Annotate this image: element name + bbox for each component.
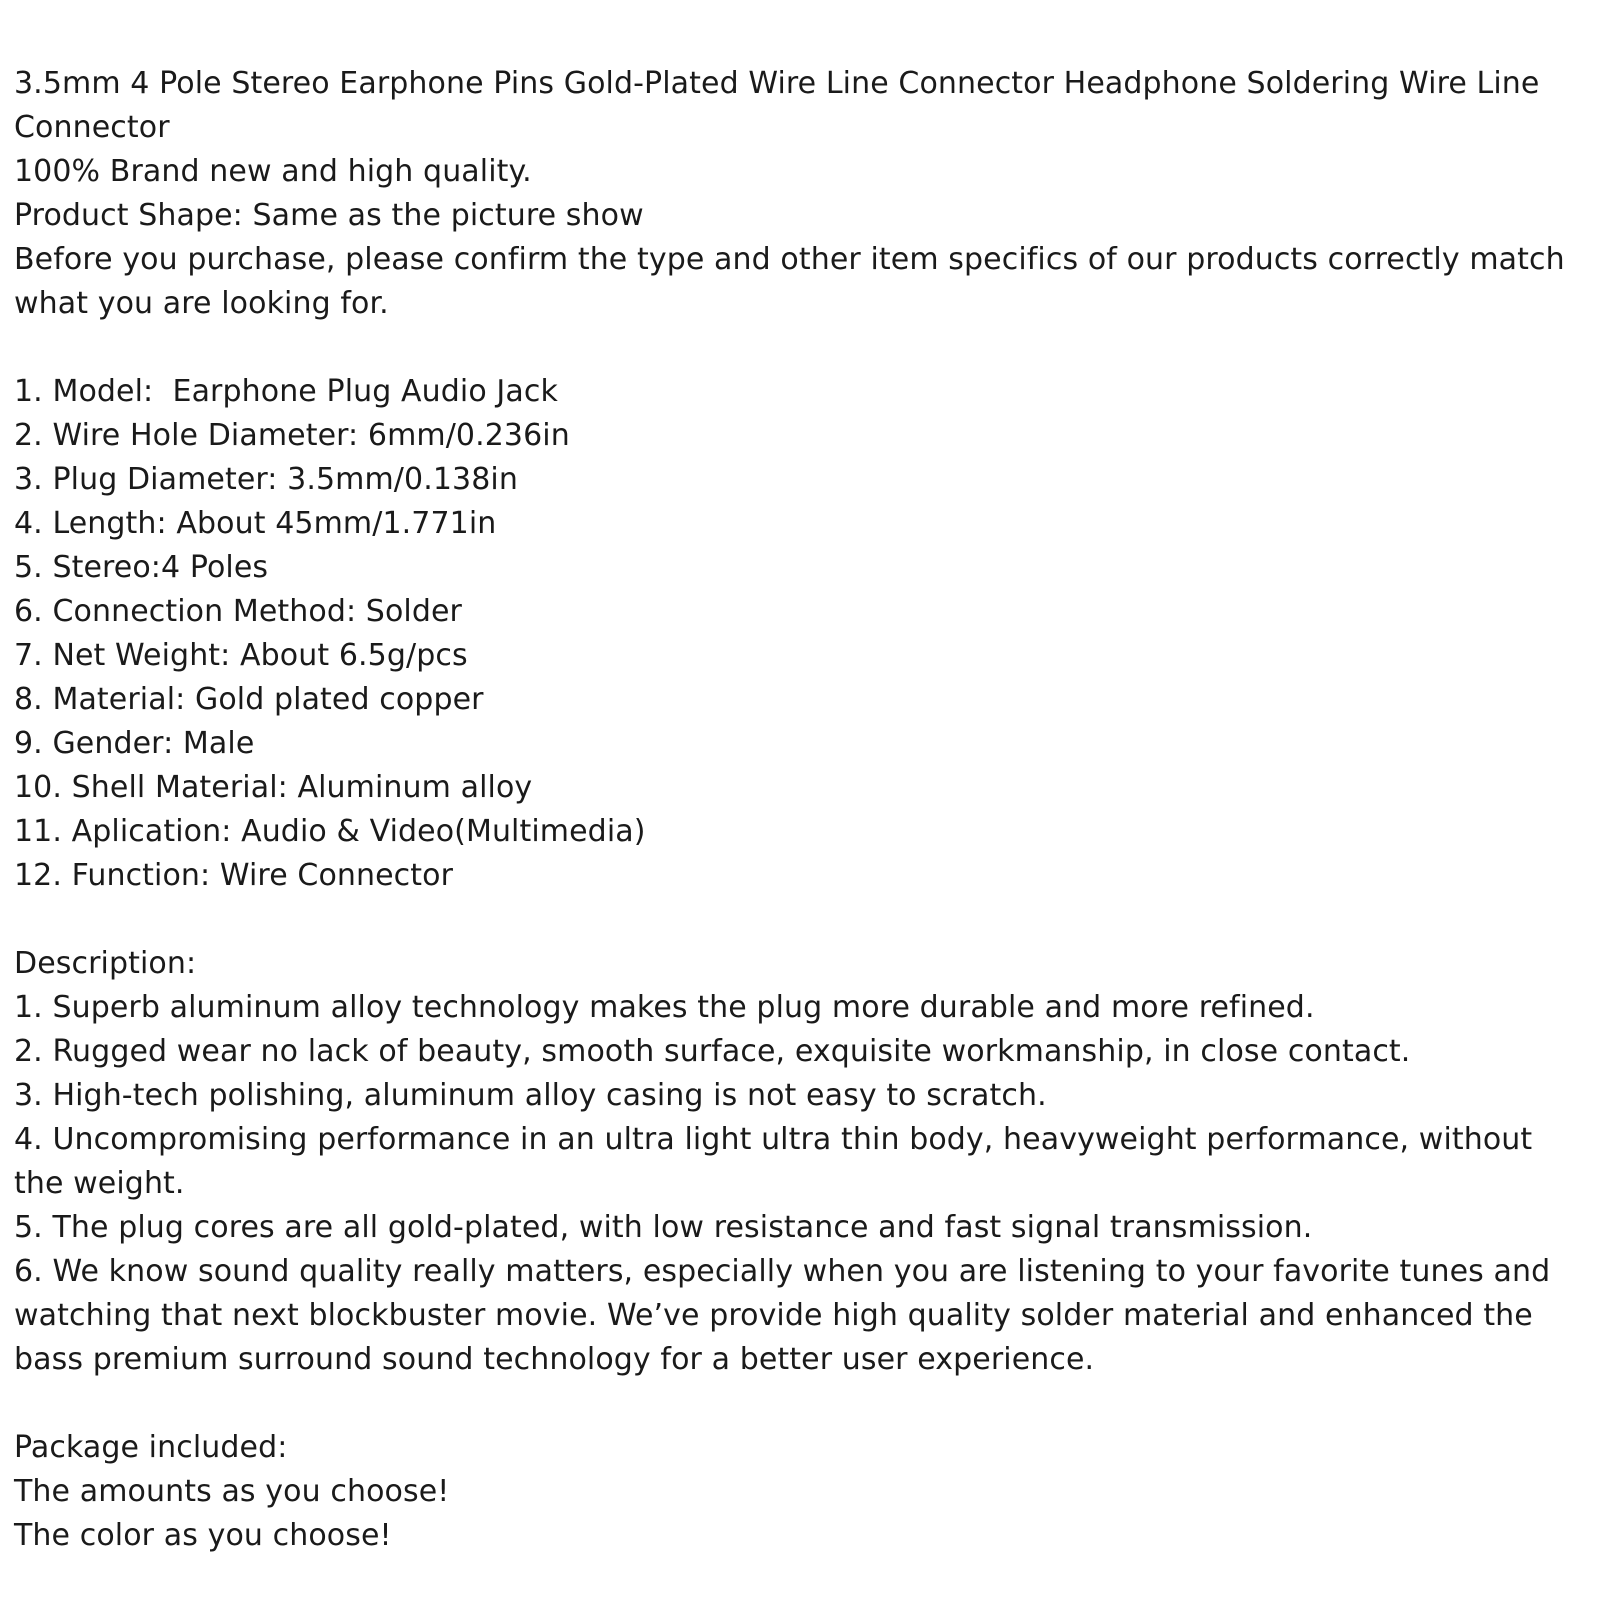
- spacer-after-intro: [14, 326, 1584, 370]
- spec-item-5: 5. Stereo:4 Poles: [14, 550, 269, 585]
- spec-item-8: 8. Material: Gold plated copper: [14, 682, 484, 717]
- spec-item-4: 4. Length: About 45mm/1.771in: [14, 506, 497, 541]
- spec-item-1: 1. Model: Earphone Plug Audio Jack: [14, 374, 558, 409]
- package-item-amounts: The amounts as you choose!: [14, 1474, 450, 1509]
- description-item-4: 4. Uncompromising performance in an ultra light ultra thin body, heavyweight performance, without the weight.: [14, 1122, 1542, 1201]
- spec-item-7: 7. Net Weight: About 6.5g/pcs: [14, 638, 468, 673]
- specs-section: [14, 370, 1584, 898]
- product-title: 3.5mm 4 Pole Stereo Earphone Pins Gold-Plated Wire Line Connector Headphone Soldering Wire Line Connector: [14, 66, 1550, 145]
- spec-item-3: 3. Plug Diameter: 3.5mm/0.138in: [14, 462, 518, 497]
- description-item-2: 2. Rugged wear no lack of beauty, smooth surface, exquisite workmanship, in close contact.: [14, 1034, 1411, 1069]
- intro-line-shape: Product Shape: Same as the picture show: [14, 198, 644, 233]
- description-item-1: 1. Superb aluminum alloy technology makes the plug more durable and more refined.: [14, 990, 1315, 1025]
- intro-line-confirm: Before you purchase, please confirm the type and other item specifics of our products correctly match what you are looking for.: [14, 242, 1575, 321]
- spec-item-9: 9. Gender: Male: [14, 726, 255, 761]
- description-item-3: 3. High-tech polishing, aluminum alloy casing is not easy to scratch.: [14, 1078, 1047, 1113]
- description-section: [14, 942, 1584, 1382]
- spec-item-6: 6. Connection Method: Solder: [14, 594, 462, 629]
- package-item-color: The color as you choose!: [14, 1518, 392, 1553]
- spec-item-11: 11. Aplication: Audio & Video(Multimedia): [14, 814, 646, 849]
- spacer-after-description: [14, 1382, 1584, 1426]
- intro-section: [14, 62, 1584, 326]
- spacer-after-specs: [14, 898, 1584, 942]
- description-item-5: 5. The plug cores are all gold-plated, with low resistance and fast signal transmission.: [14, 1210, 1313, 1245]
- spec-item-10: 10. Shell Material: Aluminum alloy: [14, 770, 533, 805]
- description-item-6: 6. We know sound quality really matters, especially when you are listening to your favorite tunes and watching that next blockbuster movie. We’ve provide high quality solder material and enhanced the bass premium surround sound technology for a better user experience.: [14, 1254, 1560, 1377]
- package-heading: Package included:: [14, 1430, 288, 1465]
- spec-item-2: 2. Wire Hole Diameter: 6mm/0.236in: [14, 418, 570, 453]
- description-heading: Description:: [14, 946, 197, 981]
- package-section: [14, 1426, 1584, 1558]
- spec-item-12: 12. Function: Wire Connector: [14, 858, 454, 893]
- intro-line-quality: 100% Brand new and high quality.: [14, 154, 532, 189]
